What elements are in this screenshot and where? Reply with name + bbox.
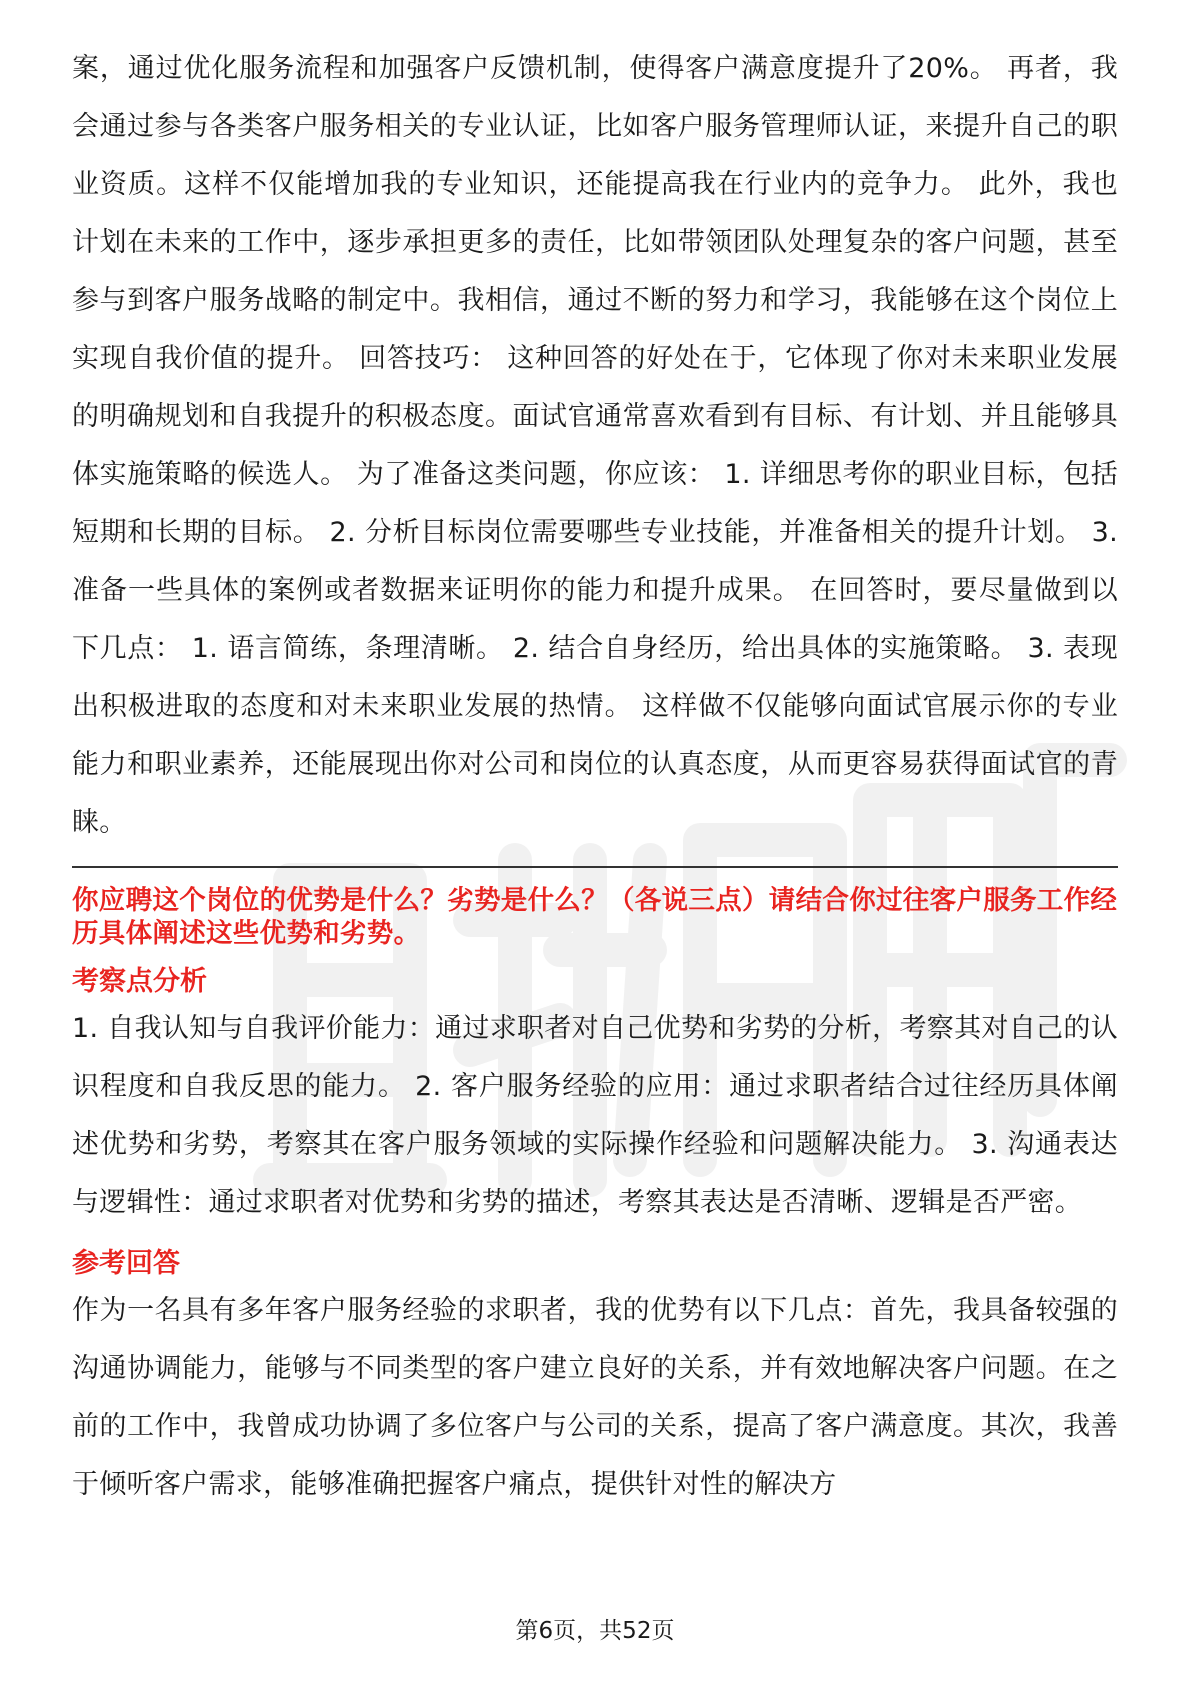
section-divider [72, 866, 1118, 868]
answer-paragraph: 作为一名具有多年客户服务经验的求职者，我的优势有以下几点：首先，我具备较强的沟通协调能力，能够与不同类型的客户建立良好的关系，并有效地解决客户问题。在之前的工作中，我曾成功协调了多位客户与公司的关系，提高了客户满意度。其次，我善于倾听客户需求，能够准确把握客户痛点，提供针对性的解决方 [72, 1295, 1118, 1500]
page-content [72, 40, 1118, 1514]
analysis-paragraph: 1. 自我认知与自我评价能力：通过求职者对自己优势和劣势的分析，考察其对自己的认识程度和自我反思的能力。 2. 客户服务经验的应用：通过求职者结合过往经历具体阐述优势和劣势，考察其在客户服务领域的实际操作经验和问题解决能力。 3. 沟通表达与逻辑性：通过求职者对优势和劣势的描述，考察其表达是否清晰、逻辑是否严密。 [72, 1013, 1118, 1218]
question-title: 你应聘这个岗位的优势是什么？劣势是什么？（各说三点）请结合你过往客户服务工作经历具体阐述这些优势和劣势。 [72, 885, 1118, 949]
page-number: 第6页，共52页 [515, 1618, 675, 1644]
answer-heading: 参考回答 [72, 1248, 180, 1279]
analysis-heading: 考察点分析 [72, 966, 207, 997]
intro-paragraph: 案，通过优化服务流程和加强客户反馈机制，使得客户满意度提升了20%。 再者，我会通过参与各类客户服务相关的专业认证，比如客户服务管理师认证，来提升自己的职业资质。这样不仅能增加我的专业知识，还能提高我在行业内的竞争力。 此外，我也计划在未来的工作中，逐步承担更多的责任，比如带领团队处理复杂的客户问题，甚至参与到客户服务战略的制定中。我相信，通过不断的努力和学习，我能够在这个岗位上实现自我价值的提升。 回答技巧： 这种回答的好处在于，它体现了你对未来职业发展的明确规划和自我提升的积极态度。面试官通常喜欢看到有目标、有计划、并且能够具体实施策略的候选人。 为了准备这类问题，你应该： 1. 详细思考你的职业目标，包括短期和长期的目标。 2. 分析目标岗位需要哪些专业技能，并准备相关的提升计划。 3. 准备一些具体的案例或者数据来证明你的能力和提升成果。 在回答时，要尽量做到以下几点： 1. 语言简练，条理清晰。 2. 结合自身经历，给出具体的实施策略。 3. 表现出积极进取的态度和对未来职业发展的热情。 这样做不仅能够向面试官展示你的专业能力和职业素养，还能展现出你对公司和岗位的认真态度，从而更容易获得面试官的青睐。 [72, 53, 1118, 838]
spacer [72, 1232, 1118, 1246]
